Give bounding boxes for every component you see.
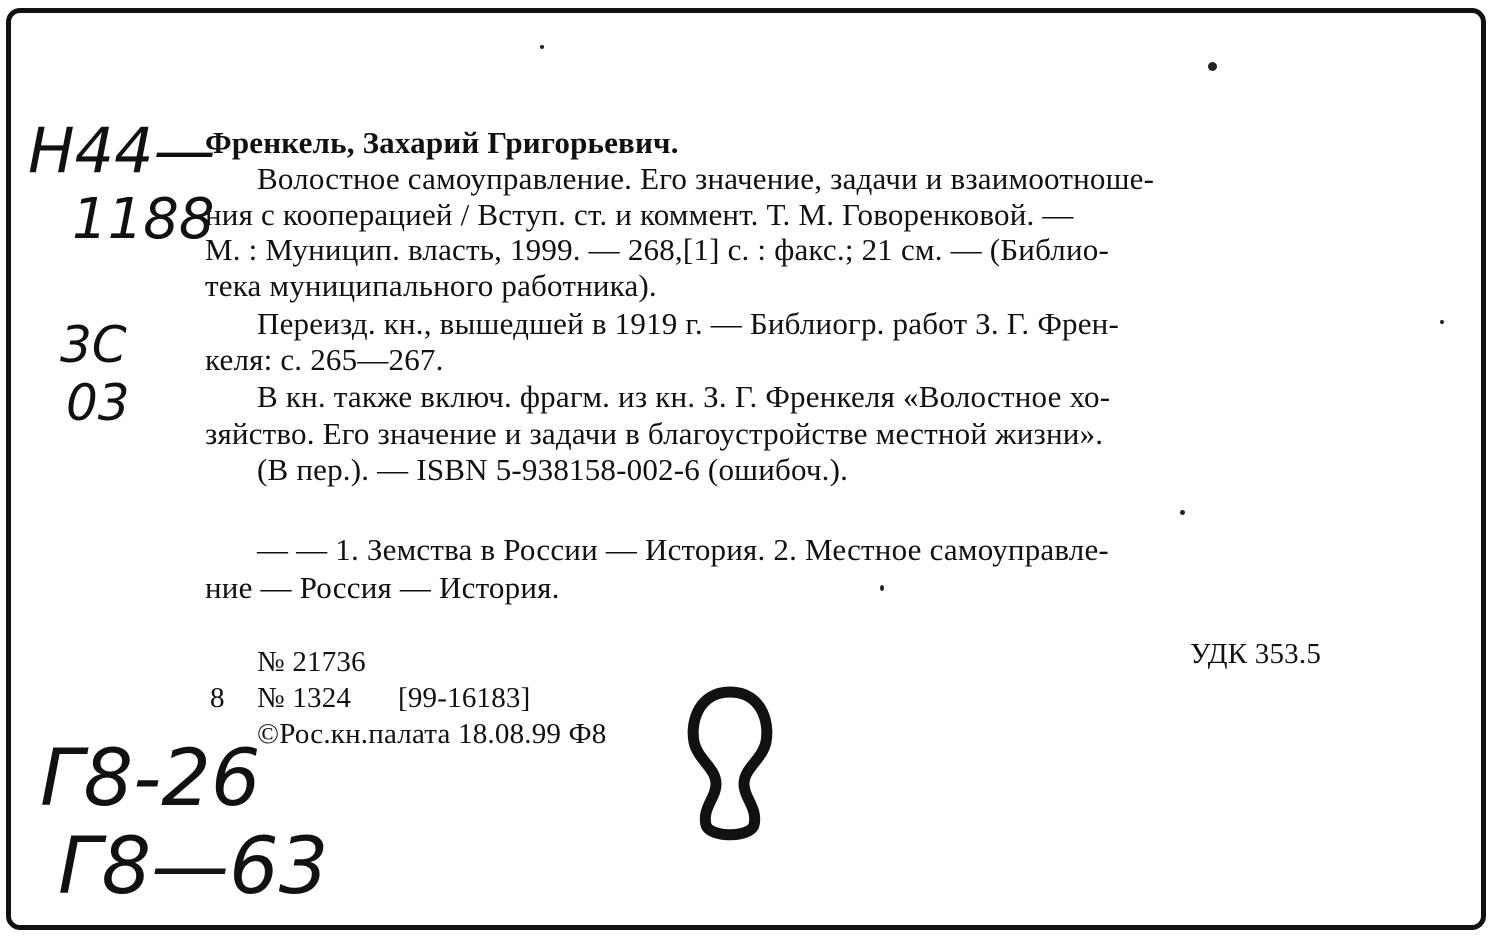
subject-line-2: ние — Россия — История. [205,570,560,605]
title-line-1: Волостное самоуправление. Его значение, задачи и взаимоотноше- [257,161,1155,196]
scan-speck [880,585,884,591]
card-number-2: № 1324 [257,682,352,714]
imprint-line-2: тека муниципального работника). [205,268,657,303]
card-punch-hole-icon [680,680,780,850]
scan-speck [540,45,544,49]
scan-speck [1440,320,1444,324]
isbn-line: (В пер.). — ISBN 5-938158-002-6 (ошибоч.). [257,452,849,487]
scan-speck [1180,510,1185,515]
handwritten-code-3: 3С [60,316,127,374]
registry-number: [99-16183] [398,682,531,714]
note-line-2: келя: с. 265—267. [205,342,444,377]
copyright-line: ©Рос.кн.палата 18.08.99 Ф8 [257,718,607,750]
subject-line-1: — — 1. Земства в России — История. 2. Местное самоуправле- [257,532,1109,567]
handwritten-code-1: Н44— [28,114,216,187]
author-heading: Френкель, Захарий Григорьевич. [205,125,679,160]
handwritten-shelf-1: Г8-26 [40,734,261,824]
imprint-line-1: М. : Муницип. власть, 1999. — 268,[1] с. : факс.; 21 см. — (Библио- [205,232,1109,267]
handwritten-code-4: 03 [66,374,130,432]
handwritten-code-2: 1188 [72,187,215,252]
card-prefix: 8 [210,682,225,714]
note-line-4: зяйство. Его значение и задачи в благоустройстве местной жизни». [205,416,1104,451]
title-line-2: ния с кооперацией / Вступ. ст. и коммент. Т. М. Говоренковой. — [205,197,1074,232]
note-line-3: В кн. также включ. фрагм. из кн. З. Г. Френкеля «Волостное хо- [257,379,1111,414]
handwritten-shelf-2: Г8—63 [58,822,329,912]
scan-speck [1208,62,1217,71]
card-number: № 21736 [257,646,366,678]
udk-code: УДК 353.5 [1190,638,1322,670]
note-line-1: Переизд. кн., вышедшей в 1919 г. — Библиогр. работ З. Г. Френ- [257,306,1119,341]
